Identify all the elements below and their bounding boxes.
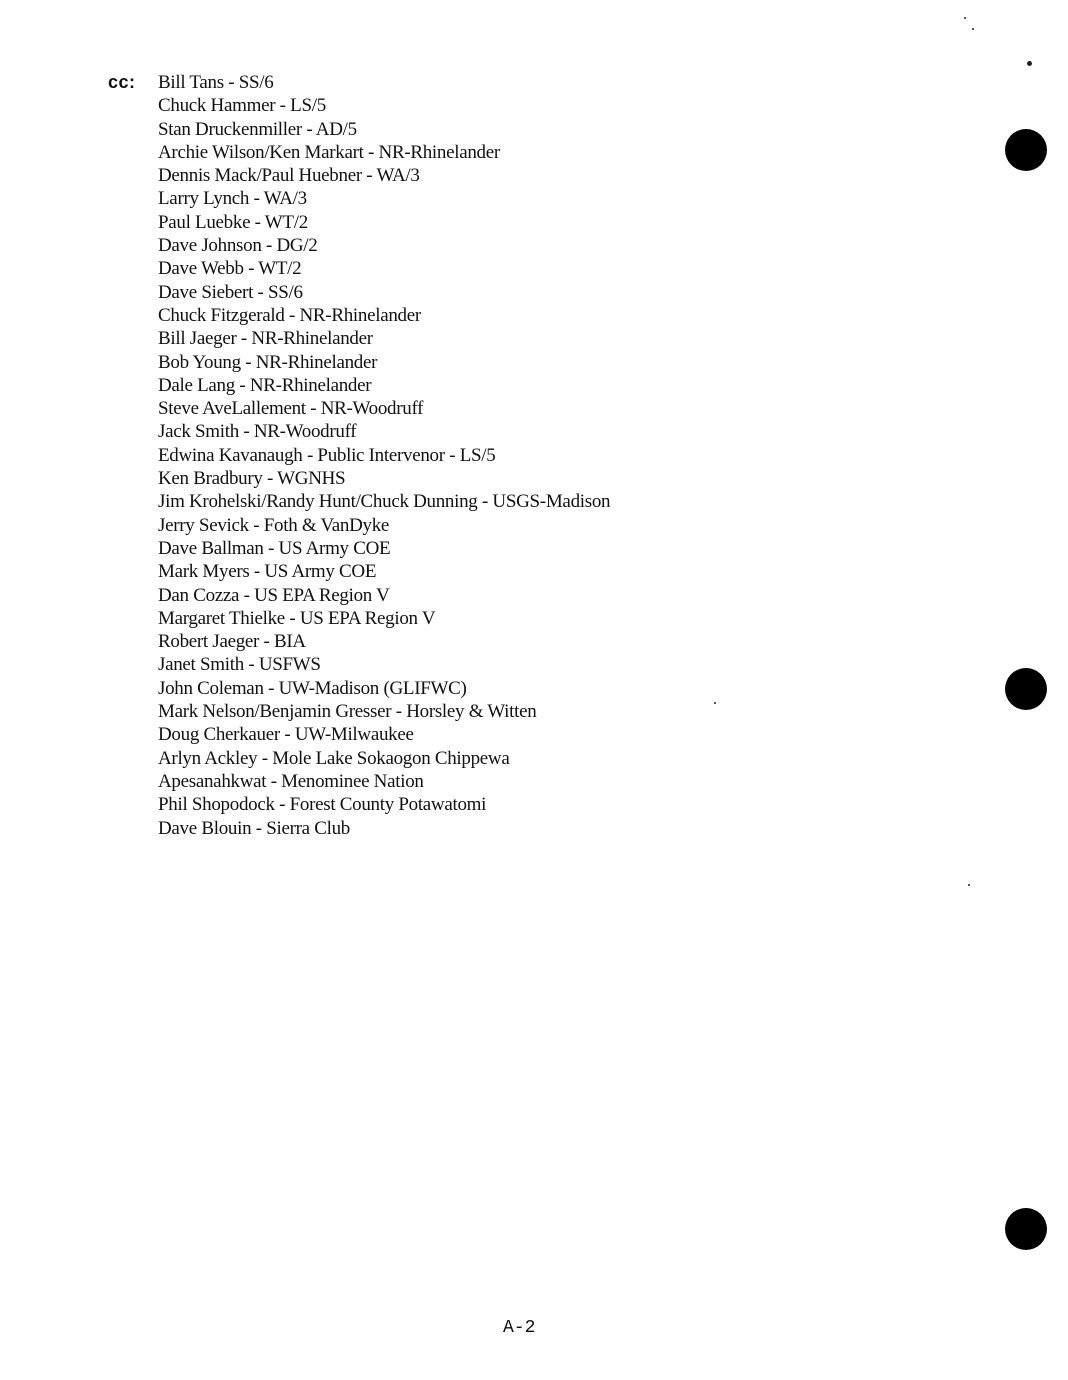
recipient-line: Ken Bradbury - WGNHS bbox=[158, 468, 346, 490]
cc-label: cc: bbox=[108, 72, 136, 92]
recipient-line: Mark Nelson/Benjamin Gresser - Horsley & Witten bbox=[158, 701, 537, 723]
recipient-line: Bob Young - NR-Rhinelander bbox=[158, 351, 378, 373]
recipient-line: Jerry Sevick - Foth & VanDyke bbox=[158, 514, 390, 536]
recipient-line: Edwina Kavanaugh - Public Intervenor - LS/5 bbox=[158, 444, 496, 466]
recipient-line: Mark Myers - US Army COE bbox=[158, 561, 377, 583]
recipient-line: Dave Siebert - SS/6 bbox=[158, 281, 303, 303]
punch-hole-bottom bbox=[1005, 1208, 1047, 1250]
recipient-line: Paul Luebke - WT/2 bbox=[158, 211, 308, 233]
recipient-line: Dave Webb - WT/2 bbox=[158, 258, 302, 280]
recipient-line: Stan Druckenmiller - AD/5 bbox=[158, 118, 357, 140]
punch-hole-top bbox=[1005, 129, 1047, 171]
recipient-line: Doug Cherkauer - UW-Milwaukee bbox=[158, 724, 414, 746]
recipient-line: Phil Shopodock - Forest County Potawatomi bbox=[158, 794, 487, 816]
recipient-line: Janet Smith - USFWS bbox=[158, 654, 321, 676]
recipient-line: Dave Johnson - DG/2 bbox=[158, 235, 318, 257]
recipient-line: Chuck Fitzgerald - NR-Rhinelander bbox=[158, 304, 421, 326]
recipient-line: Dave Ballman - US Army COE bbox=[158, 537, 391, 559]
scan-speck bbox=[714, 702, 716, 704]
recipient-line: Dan Cozza - US EPA Region V bbox=[158, 584, 390, 606]
scan-speck bbox=[972, 28, 974, 30]
scan-speck bbox=[964, 17, 966, 19]
recipient-line: Archie Wilson/Ken Markart - NR-Rhinelander bbox=[158, 141, 500, 163]
recipient-line: Chuck Hammer - LS/5 bbox=[158, 95, 326, 117]
recipient-line: Larry Lynch - WA/3 bbox=[158, 188, 307, 210]
scan-speck bbox=[968, 884, 970, 886]
recipient-line: Dennis Mack/Paul Huebner - WA/3 bbox=[158, 165, 420, 187]
recipient-line: Jack Smith - NR-Woodruff bbox=[158, 421, 357, 443]
recipient-line: Dave Blouin - Sierra Club bbox=[158, 817, 350, 839]
recipient-line: Bill Jaeger - NR-Rhinelander bbox=[158, 328, 373, 350]
page-number: A-2 bbox=[503, 1318, 536, 1338]
recipient-line: John Coleman - UW-Madison (GLIFWC) bbox=[158, 677, 467, 699]
recipient-line: Bill Tans - SS/6 bbox=[158, 72, 274, 93]
recipient-line: Margaret Thielke - US EPA Region V bbox=[158, 607, 436, 629]
recipient-line: Steve AveLallement - NR-Woodruff bbox=[158, 398, 424, 420]
recipient-line: Arlyn Ackley - Mole Lake Sokaogon Chippewa bbox=[158, 747, 510, 769]
scan-speck bbox=[1027, 61, 1032, 66]
recipient-line: Apesanahkwat - Menominee Nation bbox=[158, 770, 424, 792]
recipient-line: Jim Krohelski/Randy Hunt/Chuck Dunning - USGS-Madison bbox=[158, 491, 611, 513]
recipient-line: Robert Jaeger - BIA bbox=[158, 631, 306, 653]
punch-hole-middle bbox=[1005, 668, 1047, 710]
recipient-list bbox=[158, 71, 610, 840]
recipient-line: Dale Lang - NR-Rhinelander bbox=[158, 374, 372, 396]
